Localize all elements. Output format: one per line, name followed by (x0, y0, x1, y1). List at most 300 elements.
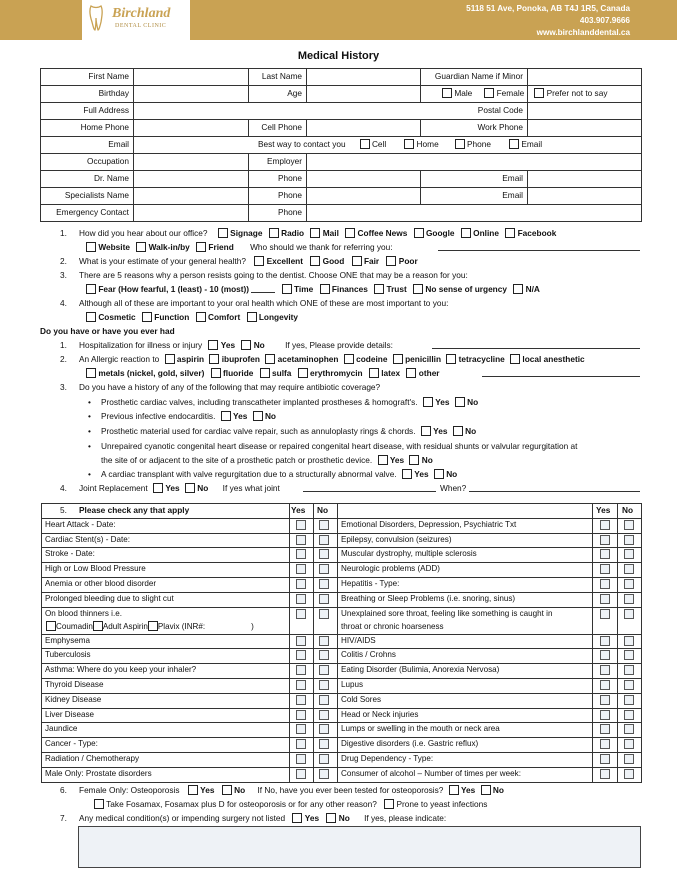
condition-label: Cardiac Stent(s) - Date: (45, 534, 131, 544)
table-rule (337, 503, 338, 782)
female-label: Female (496, 88, 525, 98)
checkbox-google[interactable] (414, 228, 424, 238)
checkbox-fluoride[interactable] (211, 368, 221, 378)
q4-text: Although all of these are important to your oral health which ONE of these are most important to you: (79, 298, 449, 308)
q7-no-label: No (338, 813, 350, 823)
q3-num: 3. (60, 270, 67, 280)
joint-field[interactable] (303, 491, 436, 492)
checkbox-radio[interactable] (269, 228, 279, 238)
best-way-label: Best way to contact you (258, 139, 346, 149)
condition-label: Eating Disorder (Bulimia, Anorexia Nervosa) (341, 665, 500, 675)
condition-label: Hepatitis - Type: (341, 579, 400, 588)
opt-codeine: codeine (356, 354, 388, 364)
opt-sulfa: sulfa (272, 368, 292, 378)
opt-metals: metals (nickel, gold, silver) (98, 368, 205, 378)
h4-what-label: If yes what joint (222, 483, 280, 493)
condition-no-checkbox[interactable] (319, 650, 329, 660)
tooth-icon (88, 4, 104, 32)
condition-yes-checkbox[interactable] (296, 650, 306, 660)
b3-no-checkbox[interactable] (453, 426, 463, 436)
h3-text: Do you have a history of any of the following that may require antibiotic coverage? (79, 382, 381, 392)
condition-yes-checkbox[interactable] (296, 739, 306, 749)
q4-num: 4. (60, 298, 67, 308)
h4-text: Joint Replacement (79, 483, 148, 493)
checkbox-signage[interactable] (218, 228, 228, 238)
condition-no-checkbox[interactable] (319, 594, 329, 604)
h4-num: 4. (60, 483, 67, 493)
female-checkbox[interactable] (484, 88, 494, 98)
prefer-not-checkbox[interactable] (534, 88, 544, 98)
q6-text: Female Only: Osteoporosis (79, 785, 180, 795)
condition-no-checkbox[interactable] (319, 754, 329, 764)
condition-no-checkbox[interactable] (319, 609, 329, 619)
condition-yes-checkbox[interactable] (296, 665, 306, 675)
condition-yes-checkbox[interactable] (296, 724, 306, 734)
condition-yes-checkbox[interactable] (600, 695, 610, 705)
birthday-label: Birthday (98, 88, 129, 98)
clinic-logo (82, 0, 190, 40)
h2-num: 2. (60, 354, 67, 364)
adult-aspirin-label: Adult Aspirin (102, 621, 148, 631)
condition-no-checkbox[interactable] (624, 710, 634, 720)
condition-no-checkbox[interactable] (624, 535, 634, 545)
opt-fair: Fair (363, 256, 380, 266)
condition-no-checkbox[interactable] (319, 710, 329, 720)
checkbox-excellent[interactable] (254, 256, 264, 266)
q6-tested-no-checkbox[interactable] (481, 785, 491, 795)
condition-yes-checkbox[interactable] (600, 579, 610, 589)
checkbox-penicillin[interactable] (393, 354, 403, 364)
checkbox-longevity[interactable] (247, 312, 257, 322)
bullet-icon: • (88, 469, 91, 479)
q6-yes-checkbox[interactable] (188, 785, 198, 795)
condition-label: High or Low Blood Pressure (45, 564, 146, 574)
opt-facebook: Facebook (517, 228, 557, 238)
checkbox-finances[interactable] (320, 284, 330, 294)
condition-no-checkbox[interactable] (624, 609, 634, 619)
first-name-field[interactable] (134, 69, 248, 85)
condition-label: Stroke - Date: (45, 549, 95, 559)
age-field[interactable] (307, 86, 420, 102)
hospitalization-details-field[interactable] (432, 348, 640, 349)
condition-no-checkbox[interactable] (319, 549, 329, 559)
q7-yes-checkbox[interactable] (292, 813, 302, 823)
b4-yes-label: Yes (389, 455, 405, 465)
h1-no-checkbox[interactable] (241, 340, 251, 350)
condition-yes-checkbox[interactable] (600, 564, 610, 574)
condition-yes-checkbox[interactable] (600, 754, 610, 764)
bullet-icon: • (88, 441, 91, 451)
condition-no-checkbox[interactable] (624, 579, 634, 589)
q6-no-checkbox[interactable] (222, 785, 232, 795)
condition-label: Radiation / Chemotherapy (45, 754, 140, 763)
emergency-phone-field[interactable] (307, 205, 641, 221)
checkbox-mail[interactable] (310, 228, 320, 238)
contact-email-label: Email (521, 139, 543, 149)
male-checkbox[interactable] (442, 88, 452, 98)
opt-website: Website (98, 242, 130, 252)
allergy-other-field[interactable] (482, 376, 640, 377)
checkbox-facebook[interactable] (505, 228, 515, 238)
condition-no-checkbox[interactable] (624, 724, 634, 734)
h4-no-label: No (197, 483, 209, 493)
checkbox-na[interactable] (513, 284, 523, 294)
b2-no-checkbox[interactable] (253, 411, 263, 421)
fosamax-text: Take Fosamax, Fosamax plus D for osteoporosis or for any other reason? (106, 799, 377, 809)
clinic-address: 5118 51 Ave, Ponoka, AB T4J 1R5, Canada (466, 4, 630, 13)
condition-no-checkbox[interactable] (319, 739, 329, 749)
condition-no-checkbox[interactable] (624, 680, 634, 690)
referral-field[interactable] (438, 250, 640, 251)
h4-yes-checkbox[interactable] (153, 483, 163, 493)
occupation-field[interactable] (134, 154, 248, 170)
h4-no-checkbox[interactable] (185, 483, 195, 493)
table-rule (641, 503, 642, 782)
h1-row (79, 339, 393, 352)
condition-no-checkbox[interactable] (624, 594, 634, 604)
dr-phone-field[interactable] (307, 171, 420, 187)
opt-radio: Radio (281, 228, 305, 238)
b2-row (101, 410, 276, 423)
condition-no-checkbox[interactable] (319, 665, 329, 675)
q1-row2 (86, 241, 393, 254)
condition-no-checkbox[interactable] (319, 636, 329, 646)
emergency-field[interactable] (134, 205, 248, 221)
opt-local-anesthetic: local anesthetic (522, 354, 585, 364)
opt-no-urgency: No sense of urgency (425, 284, 507, 294)
contact-cell-label: Cell (371, 139, 387, 149)
condition-no-checkbox[interactable] (624, 769, 634, 779)
condition-yes-checkbox[interactable] (296, 636, 306, 646)
condition-yes-checkbox[interactable] (600, 609, 610, 619)
col-yes-header: Yes (596, 505, 611, 515)
q6-tested-no-label: No (492, 785, 504, 795)
q6-row2 (94, 798, 487, 811)
condition-label: Unexplained sore throat, feeling like something is caught in (341, 608, 553, 618)
condition-yes-checkbox[interactable] (296, 520, 306, 530)
dr-email-field[interactable] (528, 171, 641, 187)
condition-yes-checkbox[interactable] (600, 636, 610, 646)
condition-yes-checkbox[interactable] (296, 609, 306, 619)
b3-yes-checkbox[interactable] (421, 426, 431, 436)
q2-text: What is your estimate of your general health? (79, 256, 246, 266)
condition-no-checkbox[interactable] (319, 680, 329, 690)
condition-label: Cancer - Type: (45, 739, 98, 749)
dr-name-field[interactable] (134, 171, 248, 187)
q7-text: Any medical condition(s) or impending surgery not listed (79, 813, 286, 823)
checkbox-other[interactable] (406, 368, 416, 378)
condition-no-checkbox[interactable] (624, 665, 634, 675)
plavix-label: Plavix (INR#: (157, 621, 206, 631)
condition-label: Anemia or other blood disorder (45, 579, 157, 588)
contact-phone-label: Phone (467, 139, 491, 149)
q1-row1 (79, 227, 556, 240)
address-label: Full Address (83, 105, 129, 115)
guardian-label: Guardian Name if Minor (434, 71, 523, 81)
checkbox-time[interactable] (282, 284, 292, 294)
plavix-close-paren: ) (251, 621, 254, 631)
clinic-phone: 403.907.9666 (579, 16, 630, 25)
opt-friend: Friend (208, 242, 234, 252)
emergency-label: Emergency Contact (56, 207, 129, 217)
condition-yes-checkbox[interactable] (600, 710, 610, 720)
condition-yes-checkbox[interactable] (296, 769, 306, 779)
condition-yes-checkbox[interactable] (296, 549, 306, 559)
birthday-field[interactable] (134, 86, 248, 102)
q7-row (79, 812, 446, 825)
q1-referral-label: Who should we thank for referring you: (250, 242, 393, 252)
checkbox-local-anesthetic[interactable] (510, 354, 520, 364)
condition-label: Lupus (341, 680, 364, 689)
b2-yes-checkbox[interactable] (221, 411, 231, 421)
condition-yes-checkbox[interactable] (296, 579, 306, 589)
opt-latex: latex (381, 368, 401, 378)
condition-yes-checkbox[interactable] (296, 754, 306, 764)
email-field[interactable] (134, 137, 248, 153)
h4-yes-label: Yes (165, 483, 180, 493)
contact-home-checkbox[interactable] (404, 139, 414, 149)
gender-options (442, 85, 657, 102)
last-name-field[interactable] (307, 69, 420, 85)
specialist-email-field[interactable] (528, 188, 641, 204)
condition-yes-checkbox[interactable] (296, 680, 306, 690)
condition-yes-checkbox[interactable] (600, 549, 610, 559)
opt-good: Good (322, 256, 345, 266)
condition-yes-checkbox[interactable] (600, 665, 610, 675)
condition-yes-checkbox[interactable] (600, 680, 610, 690)
condition-yes-checkbox[interactable] (600, 739, 610, 749)
checkbox-codeine[interactable] (344, 354, 354, 364)
home-phone-field[interactable] (134, 120, 248, 136)
coumadin-checkbox[interactable] (46, 621, 56, 631)
page-title: Medical History (297, 50, 380, 62)
opt-longevity: Longevity (258, 312, 299, 322)
condition-yes-checkbox[interactable] (600, 535, 610, 545)
checkbox-comfort[interactable] (196, 312, 206, 322)
checkbox-walk-in[interactable] (136, 242, 146, 252)
h1-text: Hospitalization for illness or injury (79, 340, 203, 350)
checkbox-trust[interactable] (374, 284, 384, 294)
table-rule (289, 503, 290, 782)
h2-row1 (79, 353, 585, 366)
yeast-text: Prone to yeast infections (396, 799, 488, 809)
adult-aspirin-checkbox[interactable] (93, 621, 103, 631)
opt-fluoride: fluoride (223, 368, 254, 378)
condition-no-checkbox[interactable] (624, 549, 634, 559)
condition-label: Emphysema (45, 635, 90, 645)
condition-no-checkbox[interactable] (319, 520, 329, 530)
condition-label: Emotional Disorders, Depression, Psychiatric Txt (341, 519, 517, 529)
b1-no-checkbox[interactable] (455, 397, 465, 407)
checkbox-good[interactable] (310, 256, 320, 266)
condition-yes-checkbox[interactable] (600, 594, 610, 604)
b1-text: Prosthetic cardiac valves, including transcatheter implanted prostheses & homograft's. (101, 397, 418, 407)
condition-yes-checkbox[interactable] (600, 769, 610, 779)
clinic-contact (466, 3, 630, 39)
contact-cell-checkbox[interactable] (360, 139, 370, 149)
opt-erythromycin: erythromycin (310, 368, 363, 378)
condition-label: Lumps or swelling in the mouth or neck area (341, 724, 500, 734)
table-rule (41, 782, 642, 783)
bullet-icon: • (88, 397, 91, 407)
b4-text-line2: the site of or adjacent to the site of a prosthetic patch or prosthetic device. (101, 455, 373, 465)
condition-no-checkbox[interactable] (319, 564, 329, 574)
joint-when-field[interactable] (469, 491, 640, 492)
opt-google: Google (425, 228, 455, 238)
b1-yes-checkbox[interactable] (423, 397, 433, 407)
b4-no-checkbox[interactable] (409, 455, 419, 465)
q1-num: 1. (60, 228, 67, 238)
q7-no-checkbox[interactable] (326, 813, 336, 823)
clinic-name: Birchland (112, 6, 171, 21)
h3-num: 3. (60, 382, 67, 392)
specialist-phone-label: Phone (278, 190, 302, 200)
h2-row2 (86, 367, 440, 380)
condition-no-checkbox[interactable] (624, 650, 634, 660)
checkbox-erythromycin[interactable] (298, 368, 308, 378)
guardian-field[interactable] (528, 69, 641, 85)
condition-yes-checkbox[interactable] (296, 535, 306, 545)
q7-indicate-label: If yes, please indicate: (364, 813, 447, 823)
medical-condition-notes-field[interactable] (78, 826, 641, 868)
opt-other: other (418, 368, 440, 378)
checkbox-poor[interactable] (386, 256, 396, 266)
condition-no-checkbox[interactable] (319, 579, 329, 589)
condition-no-checkbox[interactable] (319, 535, 329, 545)
condition-yes-checkbox[interactable] (600, 724, 610, 734)
b5-row (101, 468, 457, 481)
checkbox-friend[interactable] (196, 242, 206, 252)
condition-no-checkbox[interactable] (624, 520, 634, 530)
condition-yes-checkbox[interactable] (296, 695, 306, 705)
h1-yes-checkbox[interactable] (208, 340, 218, 350)
condition-label: Cold Sores (341, 694, 382, 704)
opt-ibuprofen: ibuprofen (221, 354, 260, 364)
checkbox-aspirin[interactable] (165, 354, 175, 364)
condition-label: Male Only: Prostate disorders (45, 768, 152, 778)
checkbox-latex[interactable] (369, 368, 379, 378)
condition-label: Prolonged bleeding due to slight cut (45, 593, 174, 603)
condition-label: Drug Dependency - Type: (341, 754, 434, 763)
opt-function: Function (154, 312, 190, 322)
checkbox-metals[interactable] (86, 368, 96, 378)
checkbox-acetaminophen[interactable] (265, 354, 275, 364)
b2-no-label: No (264, 411, 276, 421)
table-header: Please check any that apply (79, 505, 190, 515)
condition-label: Jaundice (45, 724, 78, 734)
condition-no-checkbox[interactable] (319, 695, 329, 705)
checkbox-fear[interactable] (86, 284, 96, 294)
col-yes-header: Yes (291, 505, 306, 515)
b2-text: Previous infective endocarditis. (101, 411, 216, 421)
opt-walk-in: Walk-in/by (148, 242, 190, 252)
q6-tested-yes-checkbox[interactable] (449, 785, 459, 795)
specialists-field[interactable] (134, 188, 248, 204)
condition-label: On blood thinners i.e. (45, 608, 122, 618)
condition-label: Neurologic problems (ADD) (341, 564, 440, 574)
q6-tested-text: If No, have you ever been tested for osteoporosis? (257, 785, 444, 795)
fosamax-checkbox[interactable] (94, 799, 104, 809)
fear-level-field[interactable] (251, 284, 275, 293)
checkbox-website[interactable] (86, 242, 96, 252)
checkbox-ibuprofen[interactable] (209, 354, 219, 364)
b1-row (101, 396, 478, 409)
table-rule (617, 503, 618, 782)
postal-code-field[interactable] (528, 103, 641, 119)
condition-no-checkbox[interactable] (624, 754, 634, 764)
condition-yes-checkbox[interactable] (296, 710, 306, 720)
opt-penicillin: penicillin (405, 354, 442, 364)
condition-no-checkbox[interactable] (624, 564, 634, 574)
b3-text: Prosthetic material used for cardiac valve repair, such as annuloplasty rings & chords. (101, 426, 416, 436)
occupation-label: Occupation (87, 156, 129, 166)
cell-phone-field[interactable] (307, 120, 420, 136)
condition-no-checkbox[interactable] (624, 739, 634, 749)
condition-no-checkbox[interactable] (319, 769, 329, 779)
checkbox-sulfa[interactable] (260, 368, 270, 378)
q6-row1 (79, 784, 504, 797)
b3-yes-label: Yes (433, 426, 448, 436)
yeast-checkbox[interactable] (384, 799, 394, 809)
email-label: Email (108, 139, 129, 149)
contact-phone-checkbox[interactable] (455, 139, 465, 149)
clinic-website[interactable]: www.birchlanddental.ca (536, 28, 630, 37)
dr-phone-label: Phone (278, 173, 302, 183)
condition-yes-checkbox[interactable] (600, 650, 610, 660)
checkbox-coffee-news[interactable] (345, 228, 355, 238)
h1-no-label: No (253, 340, 265, 350)
plavix-checkbox[interactable] (148, 621, 158, 631)
condition-no-checkbox[interactable] (624, 695, 634, 705)
checkbox-function[interactable] (142, 312, 152, 322)
opt-mail: Mail (322, 228, 339, 238)
h1-yes-label: Yes (220, 340, 236, 350)
contact-home-label: Home (416, 139, 439, 149)
h2-text: An Allergic reaction to (79, 354, 160, 364)
b1-yes-label: Yes (435, 397, 450, 407)
cell-phone-label: Cell Phone (261, 122, 302, 132)
condition-yes-checkbox[interactable] (600, 520, 610, 530)
condition-label: Consumer of alcohol – Number of times per week: (341, 768, 521, 778)
condition-yes-checkbox[interactable] (296, 564, 306, 574)
b5-yes-checkbox[interactable] (402, 469, 412, 479)
first-name-label: First Name (88, 71, 129, 81)
last-name-label: Last Name (261, 71, 302, 81)
checkbox-online[interactable] (461, 228, 471, 238)
b4-yes-checkbox[interactable] (378, 455, 388, 465)
work-phone-field[interactable] (528, 120, 641, 136)
q6-yes-label: Yes (200, 785, 215, 795)
condition-no-checkbox[interactable] (624, 636, 634, 646)
checkbox-tetracycline[interactable] (446, 354, 456, 364)
condition-yes-checkbox[interactable] (296, 594, 306, 604)
opt-coffee-news: Coffee News (357, 228, 408, 238)
opt-comfort: Comfort (207, 312, 241, 322)
employer-field[interactable] (307, 154, 641, 170)
condition-label: Tuberculosis (45, 650, 91, 660)
b5-no-checkbox[interactable] (434, 469, 444, 479)
specialist-phone-field[interactable] (307, 188, 420, 204)
condition-label: Thyroid Disease (45, 680, 104, 689)
h4-when-label: When? (440, 483, 467, 493)
checkbox-cosmetic[interactable] (86, 312, 96, 322)
contact-email-checkbox[interactable] (509, 139, 519, 149)
condition-no-checkbox[interactable] (319, 724, 329, 734)
condition-label: Breathing or Sleep Problems (i.e. snoring, sinus) (341, 593, 516, 603)
checkbox-no-urgency[interactable] (413, 284, 423, 294)
opt-excellent: Excellent (266, 256, 304, 266)
checkbox-fair[interactable] (352, 256, 362, 266)
